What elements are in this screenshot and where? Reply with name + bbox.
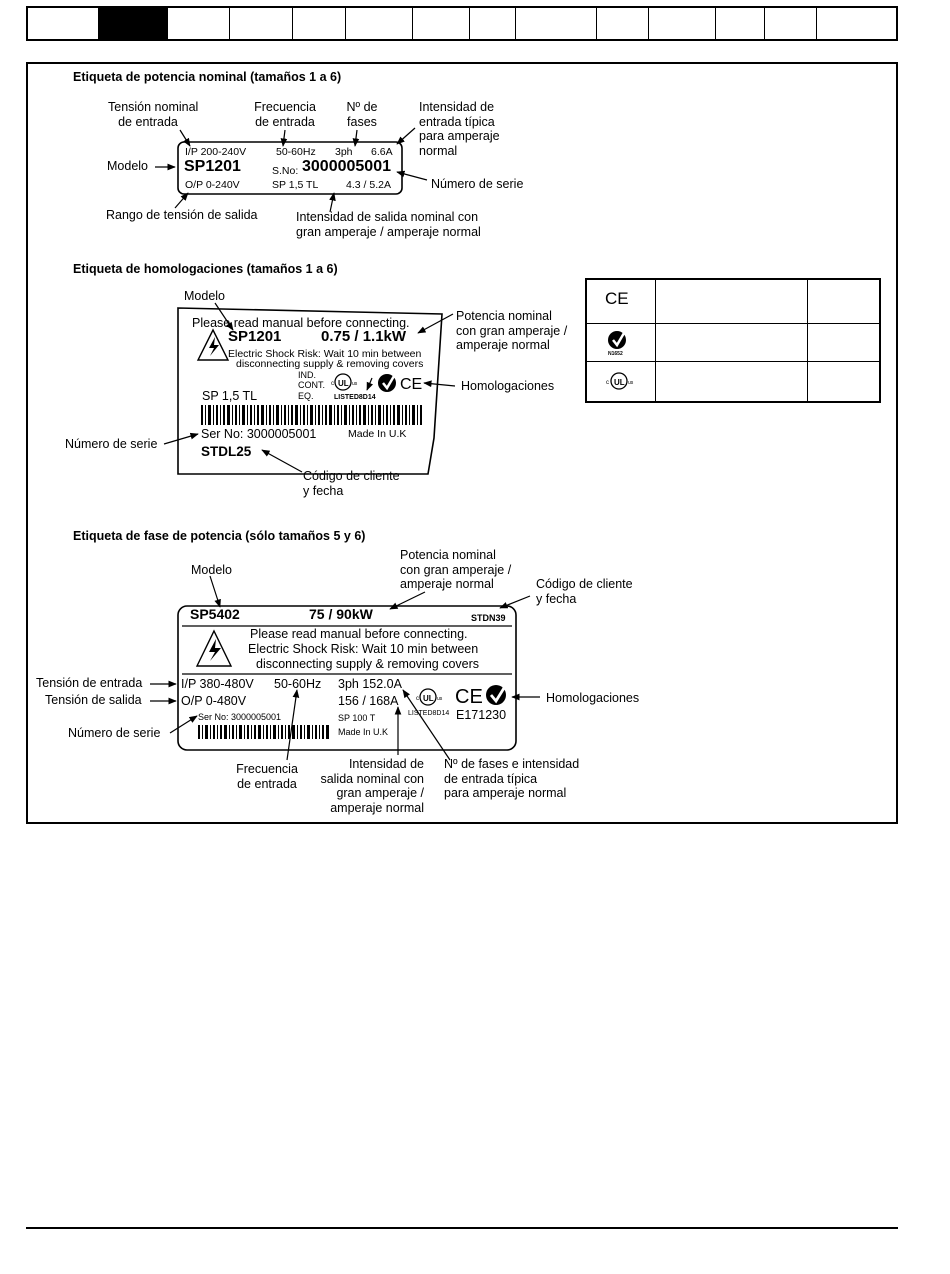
- callout-output-current: Intensidad de salida nominal con gran amperaje / amperaje normal: [296, 210, 481, 239]
- rating-sp-code: SP 1,5 TL: [272, 179, 319, 191]
- power-stage-input-voltage: I/P 380-480V: [181, 677, 254, 691]
- approvals-customer-code: STDL25: [201, 444, 252, 459]
- callout-model: Modelo: [107, 159, 148, 173]
- tab-cell: [413, 8, 470, 39]
- callout-input-voltage: Tensión de entrada: [36, 676, 143, 690]
- ce-mark-icon: CE: [605, 289, 629, 308]
- svg-text:UL: UL: [614, 378, 625, 387]
- svg-text:UL: UL: [423, 694, 434, 703]
- tab-cell: [597, 8, 649, 39]
- approvals-made-in: Made In U.K: [348, 428, 407, 440]
- callout-output-current: Intensidad de salida nominal con gran amperaje / amperaje normal: [320, 757, 424, 815]
- power-stage-made-in: Made In U.K: [338, 727, 389, 737]
- callout-input-voltage: Tensión nominal de entrada: [108, 100, 199, 129]
- cert-row-ul: [587, 362, 879, 401]
- tab-cell: [817, 8, 896, 39]
- tab-cell: [293, 8, 346, 39]
- svg-text:c: c: [331, 381, 334, 387]
- approvals-listed: LISTED8D14: [334, 394, 376, 401]
- callout-power-rating: Potencia nominal con gran amperaje / amperaje normal: [456, 309, 568, 352]
- callout-phases-current: Nº de fases e intensidad de entrada típica para amperaje normal: [444, 757, 580, 800]
- approvals-power: 0.75 / 1.1kW: [321, 328, 407, 345]
- power-stage-listed: LISTED8D14: [408, 710, 450, 717]
- rating-input-current: 6.6A: [371, 146, 393, 158]
- callout-serial-number: Número de serie: [65, 437, 158, 451]
- approvals-ind: IND.: [298, 370, 316, 380]
- tab-cell: [470, 8, 516, 39]
- approvals-read-manual: Please read manual before connecting.: [192, 316, 410, 330]
- tab-cell: [649, 8, 716, 39]
- svg-text:UL: UL: [338, 379, 349, 388]
- svg-text:c: c: [416, 696, 419, 702]
- power-stage-shock-line1: Electric Shock Risk: Wait 10 min between: [248, 642, 479, 656]
- callout-phases: Nº de fases: [346, 100, 378, 129]
- power-stage-sp-code: SP 100 T: [338, 713, 376, 723]
- power-stage-phase-current: 3ph 152.0A: [338, 677, 402, 691]
- rating-input-voltage: I/P 200-240V: [185, 146, 247, 158]
- callout-serial-number: Número de serie: [431, 177, 524, 191]
- tab-cell: [230, 8, 293, 39]
- callout-frequency: Frecuencia de entrada: [236, 762, 298, 791]
- power-stage-e-number: E171230: [456, 708, 507, 722]
- callout-serial-number: Número de serie: [68, 726, 161, 740]
- callout-model: Modelo: [184, 289, 225, 303]
- power-stage-power: 75 / 90kW: [309, 606, 373, 622]
- cert-row-ctick: [587, 324, 879, 362]
- svg-text:N1652: N1652: [608, 351, 623, 356]
- callout-input-current: Intensidad de entrada típica para amperaje normal: [419, 100, 500, 158]
- svg-text:c: c: [606, 380, 609, 386]
- power-stage-shock-line2: disconnecting supply & removing covers: [256, 657, 480, 671]
- power-stage-output-voltage: O/P 0-480V: [181, 694, 247, 708]
- approvals-cont: CONT.: [298, 380, 325, 390]
- power-stage-serial: Ser No: 3000005001: [198, 712, 282, 722]
- power-stage-output-current: 156 / 168A: [338, 694, 399, 708]
- certification-table: [585, 278, 881, 403]
- callout-output-voltage: Tensión de salida: [45, 693, 142, 707]
- callout-model: Modelo: [191, 563, 232, 577]
- callout-power-rating: Potencia nominal con gran amperaje / amperaje normal: [400, 548, 512, 591]
- power-stage-customer-code: STDN39: [471, 613, 506, 623]
- rating-serial-number: 3000005001: [302, 158, 391, 175]
- svg-text:us: us: [352, 381, 358, 387]
- cert-row-ce: [587, 280, 879, 324]
- tab-cell: [28, 8, 99, 39]
- callout-output-range: Rango de tensión de salida: [106, 208, 258, 222]
- power-stage-frequency: 50-60Hz: [274, 677, 322, 691]
- ce-mark-icon: CE: [455, 686, 483, 708]
- footer-rule: [26, 1227, 898, 1229]
- ce-mark-icon: CE: [400, 376, 423, 393]
- c-tick-icon: [605, 328, 631, 356]
- approvals-eq: EQ.: [298, 391, 314, 401]
- callout-approvals: Homologaciones: [461, 379, 555, 393]
- tab-cell-active: [99, 8, 168, 39]
- svg-text:us: us: [628, 380, 634, 386]
- callout-frequency: Frecuencia de entrada: [254, 100, 316, 129]
- tab-cell: [168, 8, 230, 39]
- rating-output-voltage: O/P 0-240V: [185, 179, 240, 191]
- section-title-approvals: Etiqueta de homologaciones (tamaños 1 a 6): [73, 262, 338, 276]
- rating-output-current: 4.3 / 5.2A: [346, 179, 391, 191]
- approvals-sp-code: SP 1,5 TL: [202, 389, 258, 403]
- tab-cell: [346, 8, 413, 39]
- rating-sno-label: S.No:: [272, 165, 299, 177]
- callout-customer-code: Código de cliente y fecha: [536, 577, 633, 606]
- ul-mark-icon: [601, 370, 637, 392]
- tab-cell: [716, 8, 765, 39]
- rating-phases: 3ph: [335, 146, 353, 158]
- approvals-shock-line1: Electric Shock Risk: Wait 10 min between: [228, 348, 422, 360]
- approvals-model: SP1201: [228, 328, 282, 345]
- tab-cell: [516, 8, 597, 39]
- power-stage-model: SP5402: [190, 606, 240, 622]
- chapter-tab-bar: [26, 6, 898, 41]
- rating-frequency: 50-60Hz: [276, 146, 316, 158]
- approvals-shock-line2: disconnecting supply & removing covers: [236, 358, 424, 370]
- callout-approvals: Homologaciones: [546, 691, 640, 705]
- power-stage-read-manual: Please read manual before connecting.: [250, 627, 468, 641]
- section-title-power-stage: Etiqueta de fase de potencia (sólo tamaños 5 y 6): [73, 529, 366, 543]
- approvals-serial: Ser No: 3000005001: [201, 427, 317, 441]
- section-title-rating: Etiqueta de potencia nominal (tamaños 1 a 6): [73, 70, 342, 84]
- svg-text:us: us: [437, 696, 443, 702]
- rating-model: SP1201: [184, 158, 241, 175]
- tab-cell: [765, 8, 817, 39]
- callout-customer-code: Código de cliente y fecha: [303, 469, 400, 498]
